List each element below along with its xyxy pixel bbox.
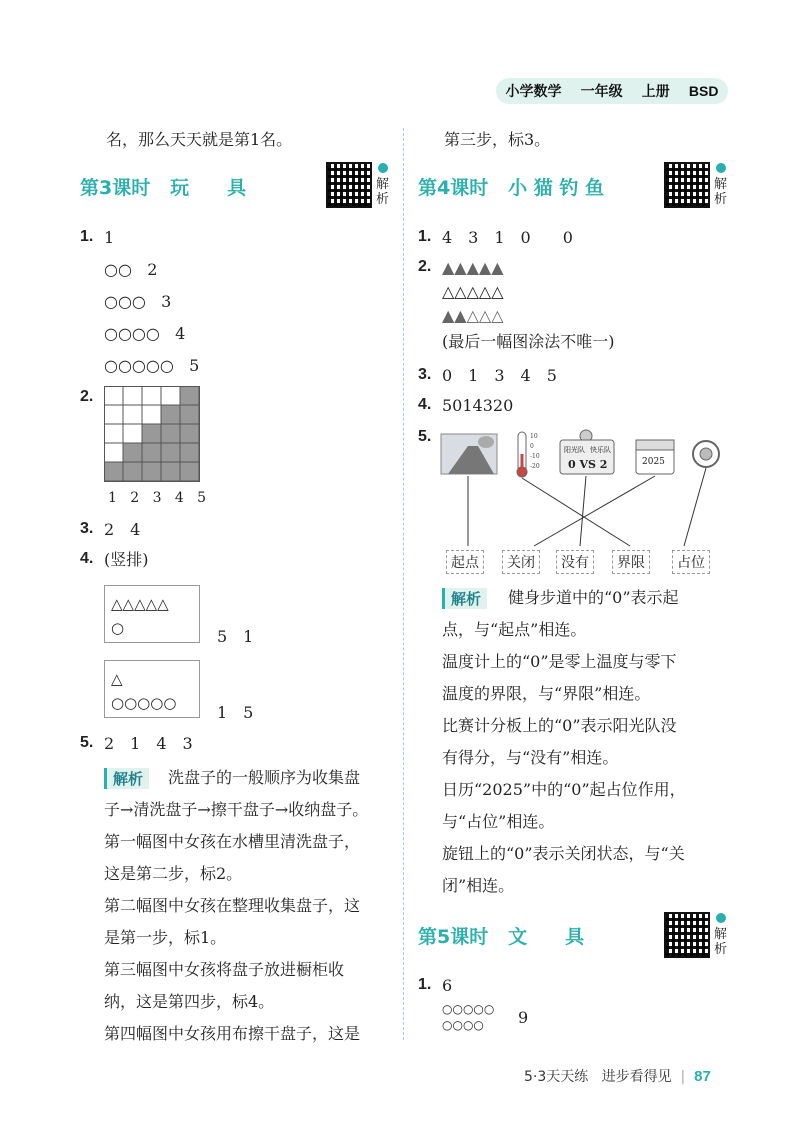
grid-cell: [142, 424, 161, 481]
col-label: 5: [197, 490, 207, 506]
q4-box-1: [104, 585, 200, 643]
calendar-year: 2025: [642, 457, 665, 467]
play-icon: [378, 163, 388, 173]
q4-answer: (竖排): [104, 550, 149, 569]
lesson4-qr-code[interactable]: [664, 162, 710, 208]
thermo-label: -10: [530, 453, 540, 460]
knob-picture: [693, 441, 719, 467]
q1-row-3: [104, 324, 185, 344]
value: 4: [175, 324, 186, 343]
q2-shaded-grid: [104, 386, 202, 486]
r-q3-answer: 0 1 3 4 5: [442, 366, 557, 385]
value: 5: [189, 356, 200, 375]
lesson4-number: 第4课时: [418, 177, 489, 199]
r-q2-note: (最后一幅图涂法不唯一): [442, 332, 615, 351]
circles: ○○○○: [104, 324, 160, 343]
col-label: 4: [174, 490, 184, 506]
lesson3-number: 第3课时: [80, 177, 151, 199]
analysis-line: 纳，这是第四步，标4。: [104, 992, 275, 1011]
r-q5-number: 5.: [418, 428, 432, 445]
grid-cell: [180, 386, 199, 481]
q4-box-2: [104, 660, 200, 718]
col-label: 3: [152, 490, 162, 506]
analysis-line: 子→清洗盘子→擦干盘子→收纳盘子。: [104, 800, 369, 819]
lesson5-heading: [418, 922, 584, 949]
page-number: 87: [694, 1068, 711, 1085]
l5-q1-value: 9: [518, 1008, 529, 1027]
col-label: 2: [130, 490, 140, 506]
analysis-line: 健身步道中的“0”表示起: [508, 588, 679, 607]
analysis-line: 洗盘子的一般顺序为收集盘: [168, 768, 361, 787]
analysis-line: 有得分，与“没有”相连。: [442, 748, 619, 767]
header-grade: 一年级: [580, 83, 623, 99]
q1-row-1: [104, 260, 157, 280]
scoreboard-team-left: 阳光队: [564, 446, 585, 454]
thermo-label: -20: [530, 463, 540, 470]
box-triangles: △: [111, 670, 123, 688]
r-q4-number: 4.: [418, 396, 432, 413]
r-q2-number: 2.: [418, 258, 432, 275]
triangle-row: ▲▲▲▲▲: [442, 258, 504, 277]
grid-cell: [104, 462, 123, 481]
r-q1-answer: 4 3 1 0 0: [442, 228, 573, 247]
q3-number: 3.: [80, 520, 94, 537]
match-label-none: 没有: [556, 550, 594, 574]
analysis-line: 这是第二步，标2。: [104, 864, 243, 883]
analysis-line: 比赛计分板上的“0”表示阳光队没: [442, 716, 677, 735]
circles-bottom: ○○○○: [442, 1018, 484, 1032]
analysis-line: 旋钮上的“0”表示关闭状态，与“关: [442, 844, 685, 863]
q1-answer: 1: [104, 228, 115, 247]
col-label: 1: [108, 490, 117, 506]
lesson5-qr-label: 解析: [714, 927, 728, 957]
q2-column-labels: [108, 488, 206, 508]
analysis-line: 闭”相连。: [442, 876, 515, 895]
lesson5-name: 文 具: [508, 926, 585, 948]
circles-top: ○○○○○: [442, 1002, 495, 1016]
lesson4-qr-label: 解析: [714, 177, 728, 207]
analysis-line: 是第一步，标1。: [104, 928, 227, 947]
header-volume: 上册: [641, 83, 670, 99]
analysis-line: 第三幅图中女孩将盘子放进橱柜收: [104, 960, 345, 979]
fitness-trail-picture: [441, 434, 497, 474]
q5-number: 5.: [80, 734, 94, 751]
lesson5-number: 第5课时: [418, 926, 489, 948]
match-label-off: 关闭: [502, 550, 540, 574]
match-label-placeholder: 占位: [672, 550, 710, 574]
header-subject: 小学数学: [505, 83, 562, 99]
scoreboard-team-right: 快乐队: [590, 446, 611, 454]
footer-brand: 5·3天天练: [524, 1069, 589, 1085]
lesson3-name: 玩 具: [170, 177, 247, 199]
analysis-line: 第二幅图中女孩在整理收集盘子，这: [104, 896, 361, 915]
analysis-line: 第一幅图中女孩在水槽里清洗盘子，: [104, 832, 361, 851]
thermo-label: 10: [530, 433, 538, 440]
circles: ○○○: [104, 292, 146, 311]
analysis-line: 点，与“起点”相连。: [442, 620, 587, 639]
q5-answer: 2 1 4 3: [104, 734, 193, 753]
q1-number: 1.: [80, 228, 94, 245]
lesson3-qr-label: 解析: [376, 177, 390, 207]
lesson5-qr-code[interactable]: [664, 912, 710, 958]
header-edition: BSD: [688, 83, 719, 99]
q4-number: 4.: [80, 550, 94, 567]
analysis-tag: 解析: [442, 588, 487, 609]
analysis-line: 温度计上的“0”是零上温度与零下: [442, 652, 677, 671]
analysis-line: 第四幅图中女孩用布擦干盘子，这是: [104, 1024, 361, 1043]
scoreboard-picture: [560, 430, 614, 474]
q5-matching-pictures: [438, 428, 734, 548]
match-label-boundary: 界限: [612, 550, 650, 574]
scoreboard-score: 0 VS 2: [568, 458, 608, 471]
right-intro-line: 第三步，标3。: [444, 130, 551, 149]
analysis-line: 日历“2025”中的“0”起占位作用，: [442, 780, 686, 799]
match-label-start: 起点: [446, 550, 484, 574]
analysis-line: 温度的界限，与“界限”相连。: [442, 684, 651, 703]
q1-row-2: [104, 292, 171, 312]
q1-row-4: [104, 356, 199, 376]
thermo-label: 0: [530, 443, 534, 450]
play-icon: [716, 913, 726, 923]
lesson4-name: 小 猫 钓 鱼: [508, 177, 604, 199]
play-icon: [716, 163, 726, 173]
left-intro-line: 名，那么天天就是第1名。: [106, 130, 293, 149]
l5-q1-answer: 6: [442, 976, 453, 995]
circles: ○○: [104, 260, 132, 279]
l5-q1-number: 1.: [418, 976, 432, 993]
triangle-row: ▲▲△△△: [442, 306, 504, 325]
q2-number: 2.: [80, 388, 94, 405]
box-circles: ○○○○○: [111, 694, 177, 712]
box-circles: ○: [111, 619, 125, 637]
circles: ○○○○○: [104, 356, 174, 375]
thermometer-picture: [517, 432, 540, 477]
lesson3-qr-code[interactable]: [326, 162, 372, 208]
analysis-tag: 解析: [104, 768, 149, 789]
r-q4-answer: 5014320: [442, 396, 514, 415]
lesson4-heading: [418, 173, 604, 200]
q4-box2-values: 1 5: [217, 703, 254, 722]
r-q3-number: 3.: [418, 366, 432, 383]
column-divider: [403, 128, 404, 1040]
footer-slogan: 进步看得见: [601, 1069, 672, 1085]
analysis-line: 与“占位”相连。: [442, 812, 555, 831]
q4-box1-values: 5 1: [217, 627, 254, 646]
calendar-picture: [636, 440, 674, 474]
box-triangles: △△△△△: [111, 595, 169, 613]
value: 2: [147, 260, 158, 279]
footer: 5·3天天练 进步看得见 | 87: [524, 1068, 711, 1085]
r-q1-number: 1.: [418, 228, 432, 245]
q3-answer: 2 4: [104, 520, 141, 539]
book-header-tag: [496, 78, 728, 104]
matching-lines: [468, 468, 706, 546]
lesson3-heading: [80, 173, 246, 200]
value: 3: [161, 292, 172, 311]
triangle-row: △△△△△: [442, 282, 504, 301]
